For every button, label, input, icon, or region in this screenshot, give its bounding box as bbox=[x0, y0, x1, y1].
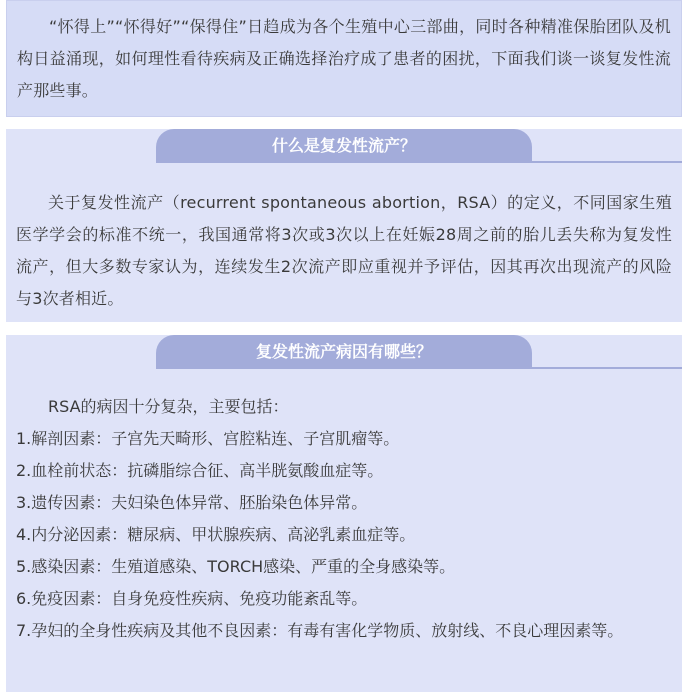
section-definition-paragraph: 关于复发性流产（recurrent spontaneous abortion，RSA）的定义，不同国家生殖医学学会的标准不统一，我国通常将3次或3次以上在妊娠28周之前的胎儿丢失称为复发性流产，但大多数专家认为，连续发生2次流产即应重视并予评估，因其再次出现流产的风险与3次者相近。 bbox=[16, 193, 672, 308]
section-causes-title: 复发性流产病因有哪些？ bbox=[156, 335, 532, 369]
section-causes-divider bbox=[532, 367, 682, 369]
intro-paragraph: “怀得上”“怀得好”“保得住”日趋成为各个生殖中心三部曲，同时各种精准保胎团队及机构日益涌现，如何理性看待疾病及正确选择治疗成了患者的困扰，下面我们谈一谈复发性流产那些事。 bbox=[17, 17, 671, 100]
intro-panel bbox=[6, 0, 682, 117]
list-item: 5.感染因素：生殖道感染、TORCH感染、严重的全身感染等。 bbox=[16, 557, 456, 576]
section-definition-title: 什么是复发性流产？ bbox=[156, 129, 532, 163]
section-definition-divider bbox=[532, 161, 682, 163]
list-item: 1.解剖因素：子宫先天畸形、宫腔粘连、子宫肌瘤等。 bbox=[16, 429, 400, 448]
list-item: 2.血栓前状态：抗磷脂综合征、高半胱氨酸血症等。 bbox=[16, 461, 384, 480]
list-item: 4.内分泌因素：糖尿病、甲状腺疾病、高泌乳素血症等。 bbox=[16, 525, 416, 544]
causes-lead: RSA的病因十分复杂，主要包括： bbox=[48, 397, 289, 416]
section-definition bbox=[6, 129, 682, 322]
section-causes bbox=[6, 335, 682, 692]
causes-list bbox=[16, 391, 672, 647]
list-item: 6.免疫因素：自身免疫性疾病、免疫功能紊乱等。 bbox=[16, 589, 368, 608]
list-item: 3.遗传因素：夫妇染色体异常、胚胎染色体异常。 bbox=[16, 493, 368, 512]
list-item: 7.孕妇的全身性疾病及其他不良因素：有毒有害化学物质、放射线、不良心理因素等。 bbox=[16, 621, 624, 640]
